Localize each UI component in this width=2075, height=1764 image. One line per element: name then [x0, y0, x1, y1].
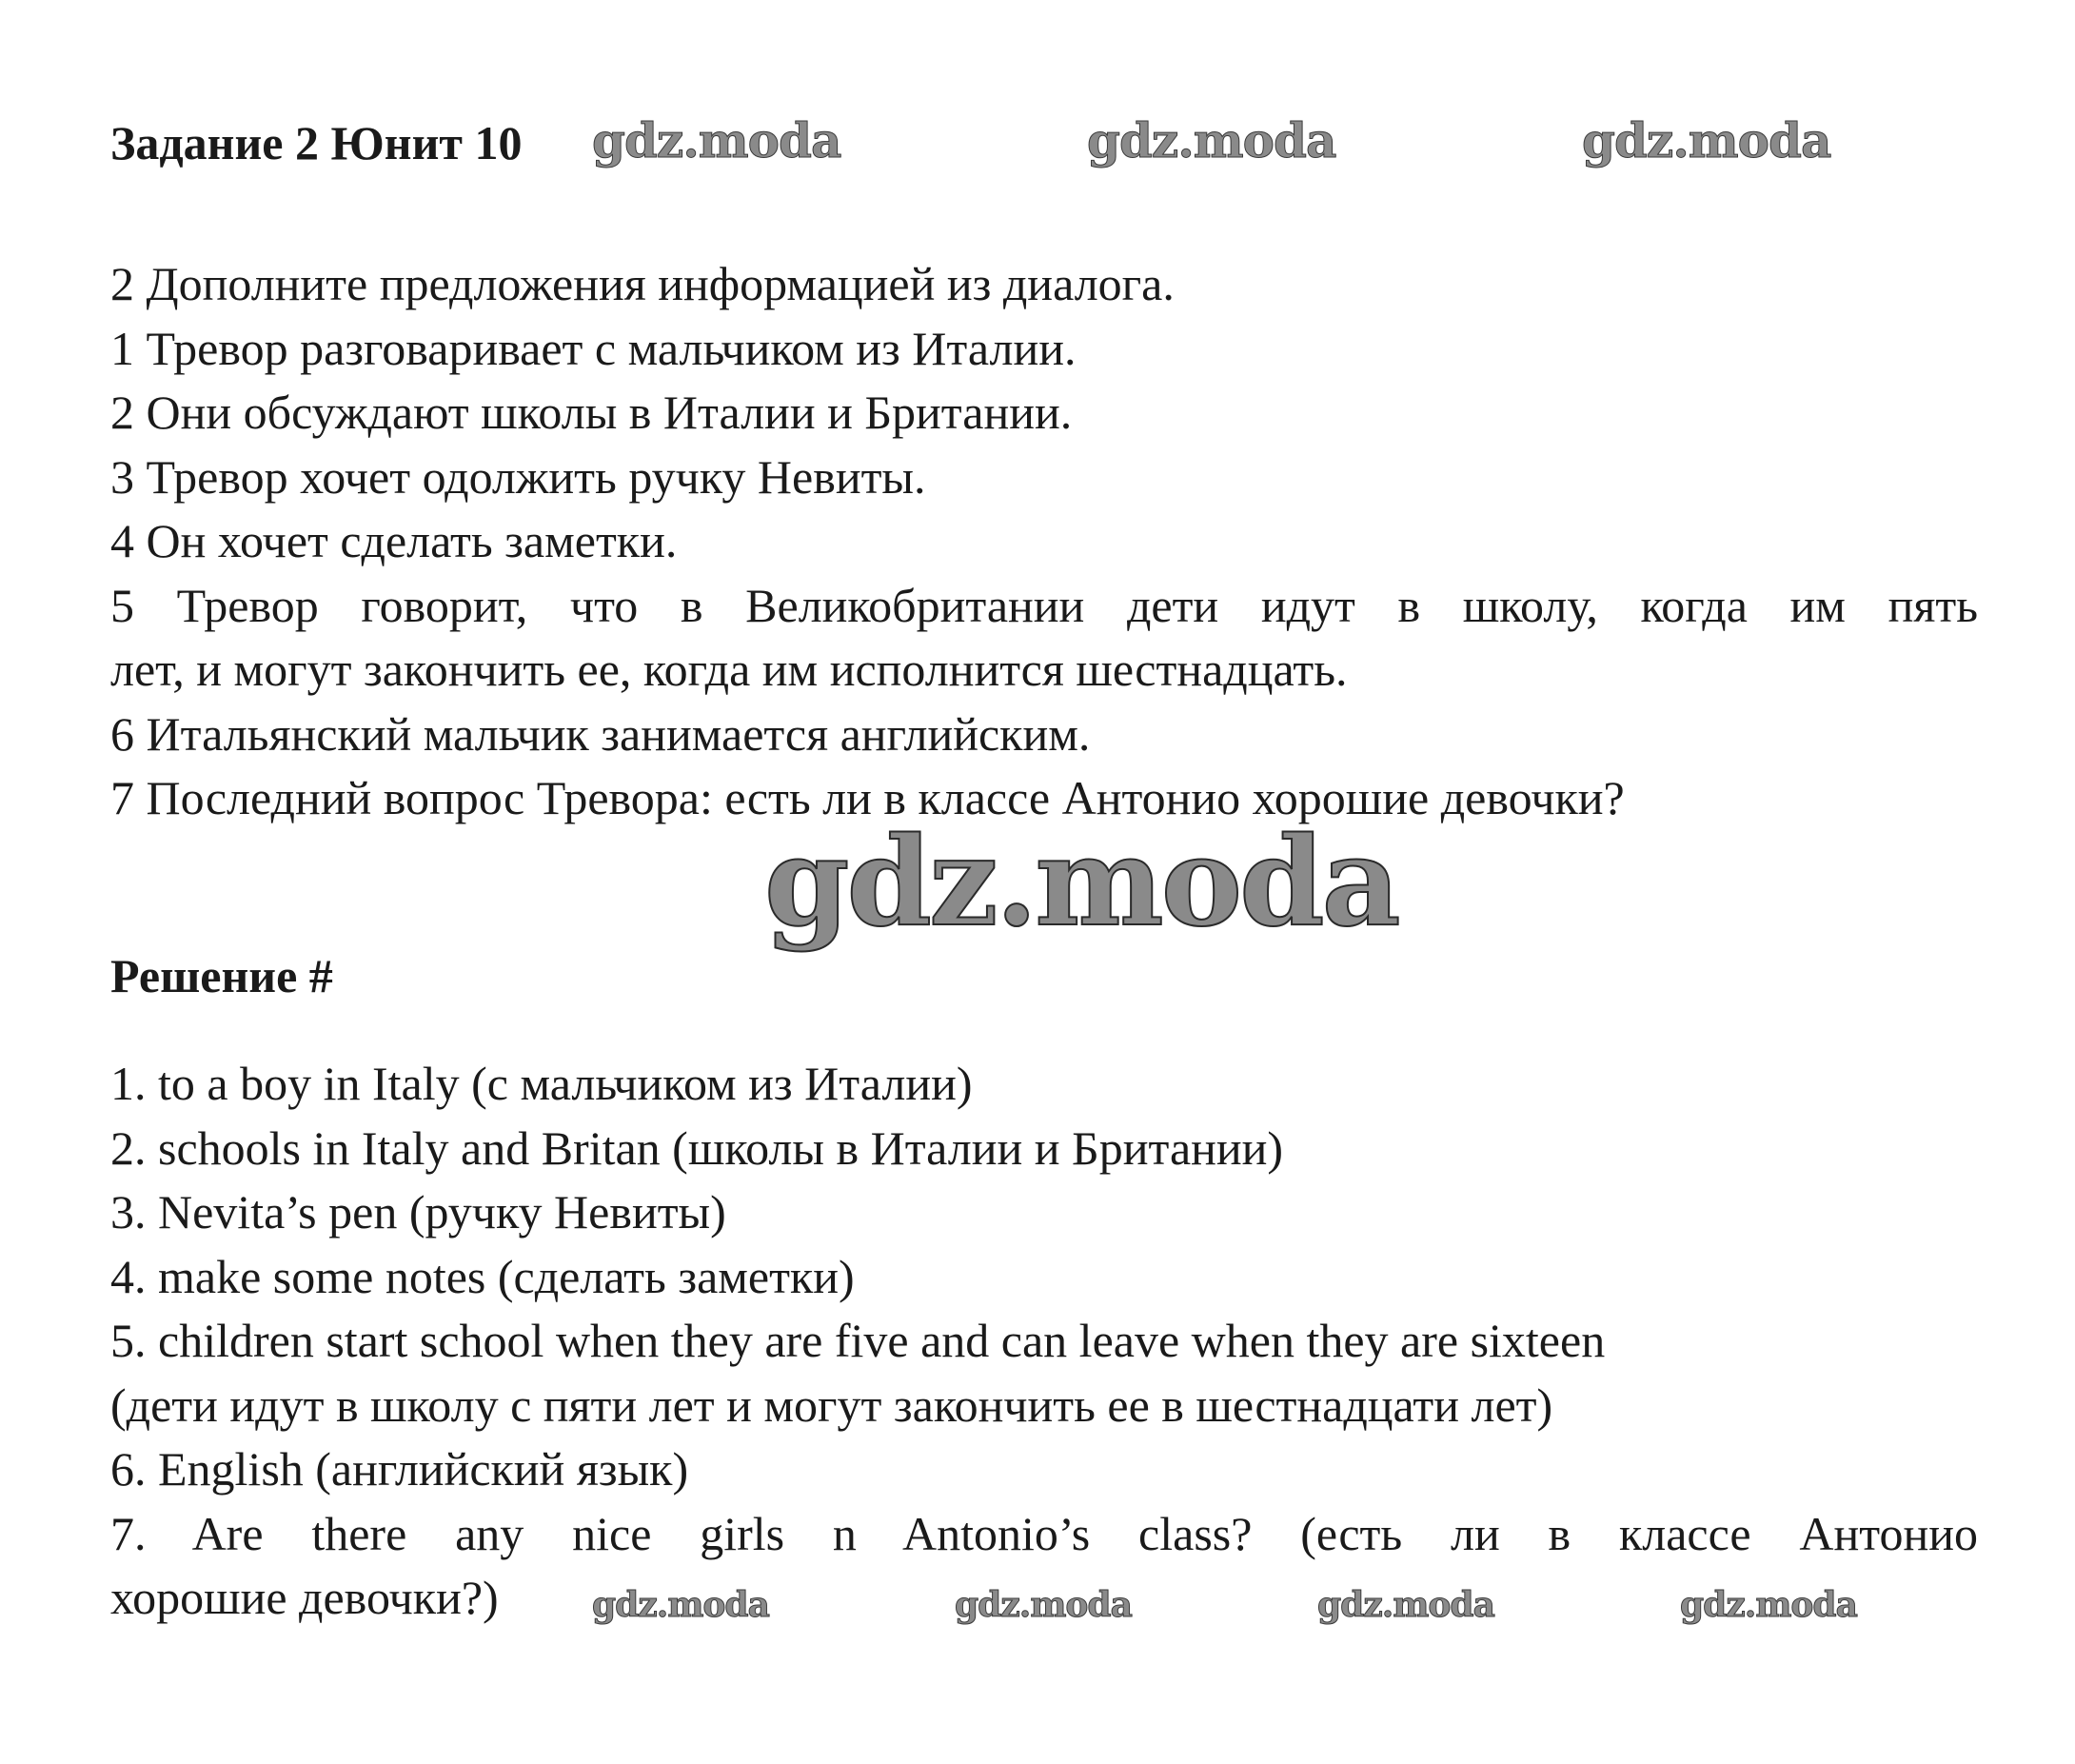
- answer-line: 7. Are there any nice girls n Antonio’s class? (есть ли в классе Антонио: [110, 1506, 1978, 1560]
- answer-line: (дети идут в школу с пяти лет и могут закончить ее в шестнадцати лет): [110, 1378, 1553, 1432]
- watermark-center: gdz.moda: [764, 811, 1398, 954]
- task-line: 5 Тревор говорит, что в Великобритании дети идут в школу, когда им пять: [110, 578, 1978, 632]
- task-line: 2 Они обсуждают школы в Италии и Британии.: [110, 386, 1073, 439]
- task-line: 3 Тревор хочет одолжить ручку Невиты.: [110, 449, 926, 504]
- task-line: 4 Он хочет сделать заметки.: [110, 514, 678, 567]
- answer-line: 5. children start school when they are five and can leave when they are sixteen: [110, 1314, 1606, 1367]
- task-text: [110, 252, 1978, 831]
- task-line: 2 Дополните предложения информацией из диалога.: [110, 257, 1175, 310]
- watermark-bottom-1: gdz.moda: [592, 1585, 769, 1625]
- answer-line: 3. Nevita’s pen (ручку Невиты): [110, 1185, 726, 1239]
- task-line: 6 Итальянский мальчик занимается английским.: [110, 706, 1091, 761]
- answer-line: 4. make some notes (сделать заметки): [110, 1249, 855, 1303]
- solution-title: Решение #: [110, 949, 333, 1002]
- solution-text: [110, 1052, 1978, 1631]
- watermark-top-3: gdz.moda: [1582, 112, 1831, 168]
- watermark-bottom-4: gdz.moda: [1680, 1585, 1857, 1625]
- watermark-bottom-3: gdz.moda: [1317, 1585, 1494, 1625]
- answer-line: 1. to a boy in Italy (с мальчиком из Италии): [110, 1057, 973, 1110]
- task-line: 7 Последний вопрос Тревора: есть ли в классе Антонио хорошие девочки?: [110, 771, 1625, 824]
- watermark-top-2: gdz.moda: [1087, 112, 1336, 168]
- task-line: лет, и могут закончить ее, когда им исполнится шестнадцать.: [110, 643, 1348, 696]
- page-title: Задание 2 Юнит 10: [110, 116, 523, 169]
- watermark-bottom-2: gdz.moda: [955, 1585, 1132, 1625]
- answer-line: 2. schools in Italy and Britan (школы в Италии и Британии): [110, 1120, 1284, 1175]
- watermark-top-1: gdz.moda: [592, 112, 841, 168]
- answer-line: 6. English (английский язык): [110, 1442, 689, 1496]
- answer-line: хорошие девочки?): [110, 1571, 499, 1624]
- task-line: 1 Тревор разговаривает с мальчиком из Италии.: [110, 321, 1077, 375]
